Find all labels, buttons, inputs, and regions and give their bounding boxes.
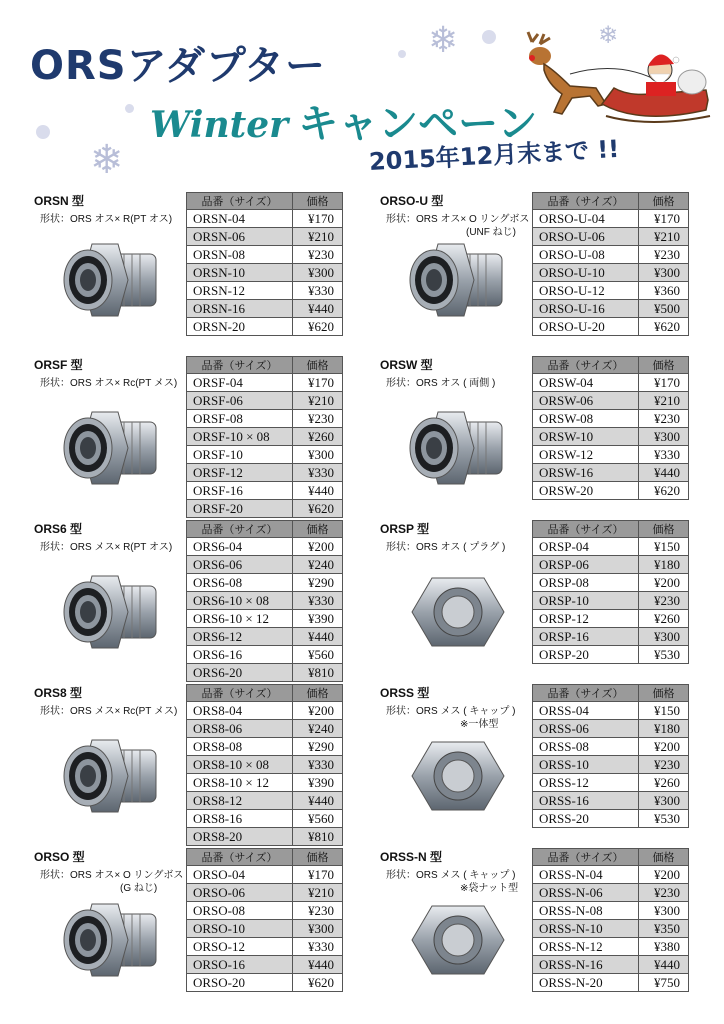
part-number: ORSP-10	[533, 592, 639, 610]
column-header-code: 品番（サイズ）	[187, 193, 293, 210]
part-number: ORSN-20	[187, 318, 293, 336]
part-number: ORSP-12	[533, 610, 639, 628]
price-value: ¥180	[639, 556, 689, 574]
table-row	[187, 300, 343, 318]
column-header-price: 価格	[639, 849, 689, 866]
price-value: ¥170	[639, 210, 689, 228]
table-row	[533, 446, 689, 464]
table-row	[187, 264, 343, 282]
table-row	[533, 628, 689, 646]
table-row	[187, 938, 343, 956]
price-table	[186, 520, 343, 682]
table-row	[187, 828, 343, 846]
price-value: ¥150	[639, 538, 689, 556]
snowflake-icon: ❄	[428, 19, 459, 60]
part-number: ORSW-04	[533, 374, 639, 392]
table-row	[187, 810, 343, 828]
price-value: ¥170	[639, 374, 689, 392]
part-number: ORS6-20	[187, 664, 293, 682]
decor-dot	[482, 30, 496, 44]
product-shape-description: 形状：ORS メス ( キャップ )	[386, 706, 516, 717]
column-header-price: 価格	[293, 849, 343, 866]
price-table	[532, 192, 689, 336]
table-row	[533, 938, 689, 956]
product-photo	[398, 564, 518, 660]
product-photo	[52, 564, 172, 660]
product-shape-description: 形状：ORS メス× Rc(PT メス)	[40, 706, 178, 717]
price-value: ¥210	[293, 884, 343, 902]
part-number: ORSO-U-06	[533, 228, 639, 246]
price-value: ¥260	[293, 428, 343, 446]
table-row	[533, 610, 689, 628]
product-photo	[398, 728, 518, 824]
part-number: ORS8-04	[187, 702, 293, 720]
price-value: ¥620	[639, 482, 689, 500]
product-type-name: ORS6 型	[34, 522, 83, 536]
part-number: ORSS-04	[533, 702, 639, 720]
part-number: ORSO-U-16	[533, 300, 639, 318]
price-value: ¥210	[293, 392, 343, 410]
part-number: ORSO-U-08	[533, 246, 639, 264]
price-value: ¥230	[639, 592, 689, 610]
price-value: ¥350	[639, 920, 689, 938]
snowflake-icon: ❄	[90, 138, 124, 182]
table-row	[533, 392, 689, 410]
price-table	[532, 520, 689, 664]
price-table	[186, 192, 343, 336]
part-number: ORSS-08	[533, 738, 639, 756]
campaign-period: 2015年12月末まで !!	[368, 134, 620, 176]
part-number: ORSS-N-20	[533, 974, 639, 992]
table-row	[533, 282, 689, 300]
price-value: ¥200	[293, 702, 343, 720]
part-number: ORS6-08	[187, 574, 293, 592]
column-header-price: 価格	[293, 193, 343, 210]
part-number: ORSP-08	[533, 574, 639, 592]
part-number: ORSN-04	[187, 210, 293, 228]
price-table	[186, 356, 343, 518]
part-number: ORSF-08	[187, 410, 293, 428]
part-number: ORSO-12	[187, 938, 293, 956]
part-number: ORS8-10 × 08	[187, 756, 293, 774]
part-number: ORS8-16	[187, 810, 293, 828]
column-header-code: 品番（サイズ）	[533, 849, 639, 866]
column-header-price: 価格	[293, 357, 343, 374]
price-value: ¥240	[293, 556, 343, 574]
table-row	[533, 410, 689, 428]
table-row	[187, 318, 343, 336]
part-number: ORS8-08	[187, 738, 293, 756]
table-row	[187, 956, 343, 974]
price-value: ¥200	[639, 738, 689, 756]
table-row	[187, 664, 343, 682]
part-number: ORSP-06	[533, 556, 639, 574]
product-type-name: ORSP 型	[380, 522, 430, 536]
price-value: ¥330	[293, 756, 343, 774]
table-row	[187, 210, 343, 228]
part-number: ORS6-06	[187, 556, 293, 574]
price-value: ¥240	[293, 720, 343, 738]
part-number: ORSS-N-04	[533, 866, 639, 884]
table-row	[187, 482, 343, 500]
product-shape-description: 形状：ORS オス ( 両側 )	[386, 378, 496, 389]
part-number: ORS8-20	[187, 828, 293, 846]
table-row	[533, 974, 689, 992]
part-number: ORS6-04	[187, 538, 293, 556]
product-type-name: ORS8 型	[34, 686, 83, 700]
reindeer-sleigh-illustration	[510, 30, 715, 130]
part-number: ORSW-16	[533, 464, 639, 482]
table-row	[533, 210, 689, 228]
table-row	[187, 628, 343, 646]
table-row	[187, 702, 343, 720]
part-number: ORSO-06	[187, 884, 293, 902]
table-row	[533, 956, 689, 974]
price-value: ¥440	[293, 792, 343, 810]
part-number: ORSS-N-08	[533, 902, 639, 920]
price-value: ¥300	[293, 446, 343, 464]
part-number: ORSS-16	[533, 792, 639, 810]
product-shape-description: 形状：ORS オス× R(PT オス)	[40, 214, 173, 225]
part-number: ORSO-U-12	[533, 282, 639, 300]
price-table	[532, 684, 689, 828]
part-number: ORSN-10	[187, 264, 293, 282]
part-number: ORS6-12	[187, 628, 293, 646]
part-number: ORSW-06	[533, 392, 639, 410]
price-value: ¥360	[639, 282, 689, 300]
price-value: ¥440	[293, 628, 343, 646]
column-header-code: 品番（サイズ）	[187, 849, 293, 866]
part-number: ORSS-N-12	[533, 938, 639, 956]
price-value: ¥300	[639, 264, 689, 282]
price-value: ¥330	[293, 282, 343, 300]
product-shape-description: 形状：ORS メス× R(PT オス)	[40, 542, 173, 553]
price-value: ¥200	[639, 574, 689, 592]
part-number: ORSN-12	[187, 282, 293, 300]
price-value: ¥230	[639, 410, 689, 428]
price-value: ¥390	[293, 610, 343, 628]
table-row	[187, 574, 343, 592]
part-number: ORSP-16	[533, 628, 639, 646]
column-header-price: 価格	[639, 685, 689, 702]
price-value: ¥750	[639, 974, 689, 992]
decor-dot	[125, 104, 134, 113]
column-header-price: 価格	[639, 357, 689, 374]
table-row	[533, 646, 689, 664]
column-header-price: 価格	[293, 521, 343, 538]
table-row	[533, 866, 689, 884]
part-number: ORSF-10 × 08	[187, 428, 293, 446]
product-shape-note: (UNF ねじ)	[466, 227, 516, 238]
price-value: ¥380	[639, 938, 689, 956]
product-type-name: ORSS 型	[380, 686, 430, 700]
decor-dot	[36, 125, 50, 139]
price-value: ¥230	[639, 756, 689, 774]
part-number: ORSS-10	[533, 756, 639, 774]
table-row	[187, 774, 343, 792]
part-number: ORSP-20	[533, 646, 639, 664]
price-value: ¥530	[639, 810, 689, 828]
part-number: ORSN-06	[187, 228, 293, 246]
table-row	[533, 264, 689, 282]
part-number: ORSW-10	[533, 428, 639, 446]
table-row	[533, 884, 689, 902]
product-photo	[398, 892, 518, 988]
part-number: ORSP-04	[533, 538, 639, 556]
table-row	[187, 792, 343, 810]
product-type-name: ORSO-U 型	[380, 194, 444, 208]
product-photo	[398, 232, 518, 328]
price-value: ¥210	[639, 392, 689, 410]
price-value: ¥170	[293, 374, 343, 392]
price-table	[186, 684, 343, 846]
product-photo	[52, 728, 172, 824]
price-value: ¥440	[293, 300, 343, 318]
price-value: ¥300	[293, 920, 343, 938]
table-row	[533, 428, 689, 446]
product-type-name: ORSS-N 型	[380, 850, 443, 864]
product-shape-description: 形状：ORS オス ( プラグ )	[386, 542, 506, 553]
price-value: ¥300	[639, 792, 689, 810]
part-number: ORSO-08	[187, 902, 293, 920]
price-value: ¥390	[293, 774, 343, 792]
column-header-code: 品番（サイズ）	[187, 685, 293, 702]
column-header-code: 品番（サイズ）	[187, 521, 293, 538]
table-row	[187, 410, 343, 428]
table-row	[187, 610, 343, 628]
table-row	[533, 374, 689, 392]
price-value: ¥440	[293, 956, 343, 974]
price-value: ¥300	[639, 628, 689, 646]
part-number: ORSF-20	[187, 500, 293, 518]
price-value: ¥330	[293, 464, 343, 482]
page-title: ORSアダプター	[30, 43, 327, 89]
product-shape-note: (G ねじ)	[120, 883, 158, 894]
price-value: ¥620	[293, 974, 343, 992]
product-type-name: ORSF 型	[34, 358, 83, 372]
table-row	[533, 738, 689, 756]
product-shape-note: ※一体型	[460, 719, 499, 730]
price-value: ¥560	[293, 810, 343, 828]
column-header-price: 価格	[293, 685, 343, 702]
campaign-title-en: Winter	[150, 104, 289, 146]
part-number: ORSF-06	[187, 392, 293, 410]
table-row	[533, 574, 689, 592]
part-number: ORS6-10 × 12	[187, 610, 293, 628]
column-header-price: 価格	[639, 193, 689, 210]
price-table	[532, 848, 689, 992]
column-header-code: 品番（サイズ）	[187, 357, 293, 374]
part-number: ORSO-16	[187, 956, 293, 974]
price-value: ¥440	[639, 956, 689, 974]
price-value: ¥260	[639, 610, 689, 628]
table-row	[187, 866, 343, 884]
table-row	[533, 902, 689, 920]
price-value: ¥200	[293, 538, 343, 556]
table-row	[533, 300, 689, 318]
price-value: ¥290	[293, 574, 343, 592]
price-value: ¥230	[639, 246, 689, 264]
table-row	[187, 392, 343, 410]
table-row	[533, 756, 689, 774]
table-row	[533, 920, 689, 938]
price-value: ¥810	[293, 828, 343, 846]
part-number: ORSS-20	[533, 810, 639, 828]
part-number: ORSN-08	[187, 246, 293, 264]
column-header-price: 価格	[639, 521, 689, 538]
table-row	[533, 464, 689, 482]
price-value: ¥300	[639, 902, 689, 920]
table-row	[187, 756, 343, 774]
price-value: ¥440	[639, 464, 689, 482]
campaign-title-jp: キャンペーン	[298, 101, 538, 147]
part-number: ORSW-20	[533, 482, 639, 500]
part-number: ORSN-16	[187, 300, 293, 318]
table-row	[533, 538, 689, 556]
price-table	[186, 848, 343, 992]
table-row	[187, 884, 343, 902]
price-value: ¥260	[639, 774, 689, 792]
price-value: ¥330	[293, 592, 343, 610]
table-row	[533, 246, 689, 264]
price-value: ¥170	[293, 210, 343, 228]
table-row	[533, 556, 689, 574]
part-number: ORSS-06	[533, 720, 639, 738]
price-value: ¥180	[639, 720, 689, 738]
price-value: ¥210	[293, 228, 343, 246]
part-number: ORSW-12	[533, 446, 639, 464]
table-row	[533, 592, 689, 610]
part-number: ORSS-N-10	[533, 920, 639, 938]
table-row	[187, 720, 343, 738]
table-row	[187, 228, 343, 246]
part-number: ORS8-12	[187, 792, 293, 810]
price-value: ¥440	[293, 482, 343, 500]
column-header-code: 品番（サイズ）	[533, 357, 639, 374]
part-number: ORSO-U-04	[533, 210, 639, 228]
part-number: ORSW-08	[533, 410, 639, 428]
table-row	[187, 646, 343, 664]
product-type-name: ORSN 型	[34, 194, 85, 208]
price-value: ¥150	[639, 702, 689, 720]
product-shape-description: 形状：ORS オス× O リングボス	[386, 214, 530, 225]
part-number: ORSF-12	[187, 464, 293, 482]
price-value: ¥290	[293, 738, 343, 756]
table-row	[187, 464, 343, 482]
part-number: ORSS-N-16	[533, 956, 639, 974]
part-number: ORSS-12	[533, 774, 639, 792]
table-row	[187, 738, 343, 756]
table-row	[533, 792, 689, 810]
table-row	[187, 446, 343, 464]
product-photo	[52, 892, 172, 988]
table-row	[187, 902, 343, 920]
price-value: ¥170	[293, 866, 343, 884]
price-value: ¥300	[639, 428, 689, 446]
table-row	[533, 810, 689, 828]
table-row	[533, 702, 689, 720]
price-value: ¥560	[293, 646, 343, 664]
product-type-name: ORSO 型	[34, 850, 85, 864]
part-number: ORS6-16	[187, 646, 293, 664]
price-value: ¥620	[293, 318, 343, 336]
price-value: ¥810	[293, 664, 343, 682]
table-row	[187, 974, 343, 992]
table-row	[187, 500, 343, 518]
price-value: ¥230	[639, 884, 689, 902]
price-value: ¥230	[293, 410, 343, 428]
table-row	[533, 774, 689, 792]
price-value: ¥230	[293, 902, 343, 920]
table-row	[533, 720, 689, 738]
part-number: ORSO-04	[187, 866, 293, 884]
part-number: ORSF-04	[187, 374, 293, 392]
part-number: ORSS-N-06	[533, 884, 639, 902]
product-photo	[398, 400, 518, 496]
price-value: ¥530	[639, 646, 689, 664]
column-header-code: 品番（サイズ）	[533, 521, 639, 538]
part-number: ORSO-10	[187, 920, 293, 938]
price-value: ¥620	[293, 500, 343, 518]
product-shape-note: ※袋ナット型	[460, 883, 519, 894]
table-row	[187, 428, 343, 446]
product-shape-description: 形状：ORS オス× Rc(PT メス)	[40, 378, 178, 389]
product-shape-description: 形状：ORS オス× O リングボス	[40, 870, 184, 881]
table-row	[533, 318, 689, 336]
part-number: ORSO-U-20	[533, 318, 639, 336]
price-value: ¥330	[293, 938, 343, 956]
table-row	[187, 920, 343, 938]
part-number: ORSO-U-10	[533, 264, 639, 282]
price-value: ¥210	[639, 228, 689, 246]
decor-dot	[398, 50, 406, 58]
product-shape-description: 形状：ORS メス ( キャップ )	[386, 870, 516, 881]
table-row	[187, 246, 343, 264]
snowflake-icon: ❄	[598, 22, 619, 49]
product-photo	[52, 232, 172, 328]
price-value: ¥230	[293, 246, 343, 264]
price-value: ¥330	[639, 446, 689, 464]
table-row	[533, 228, 689, 246]
product-type-name: ORSW 型	[380, 358, 433, 372]
table-row	[187, 282, 343, 300]
table-row	[187, 538, 343, 556]
part-number: ORSF-10	[187, 446, 293, 464]
part-number: ORS8-06	[187, 720, 293, 738]
price-value: ¥500	[639, 300, 689, 318]
price-table	[532, 356, 689, 500]
product-photo	[52, 400, 172, 496]
part-number: ORS6-10 × 08	[187, 592, 293, 610]
table-row	[533, 482, 689, 500]
part-number: ORSO-20	[187, 974, 293, 992]
price-value: ¥300	[293, 264, 343, 282]
column-header-code: 品番（サイズ）	[533, 193, 639, 210]
part-number: ORSF-16	[187, 482, 293, 500]
part-number: ORS8-10 × 12	[187, 774, 293, 792]
column-header-code: 品番（サイズ）	[533, 685, 639, 702]
table-row	[187, 374, 343, 392]
price-value: ¥620	[639, 318, 689, 336]
table-row	[187, 592, 343, 610]
table-row	[187, 556, 343, 574]
price-value: ¥200	[639, 866, 689, 884]
